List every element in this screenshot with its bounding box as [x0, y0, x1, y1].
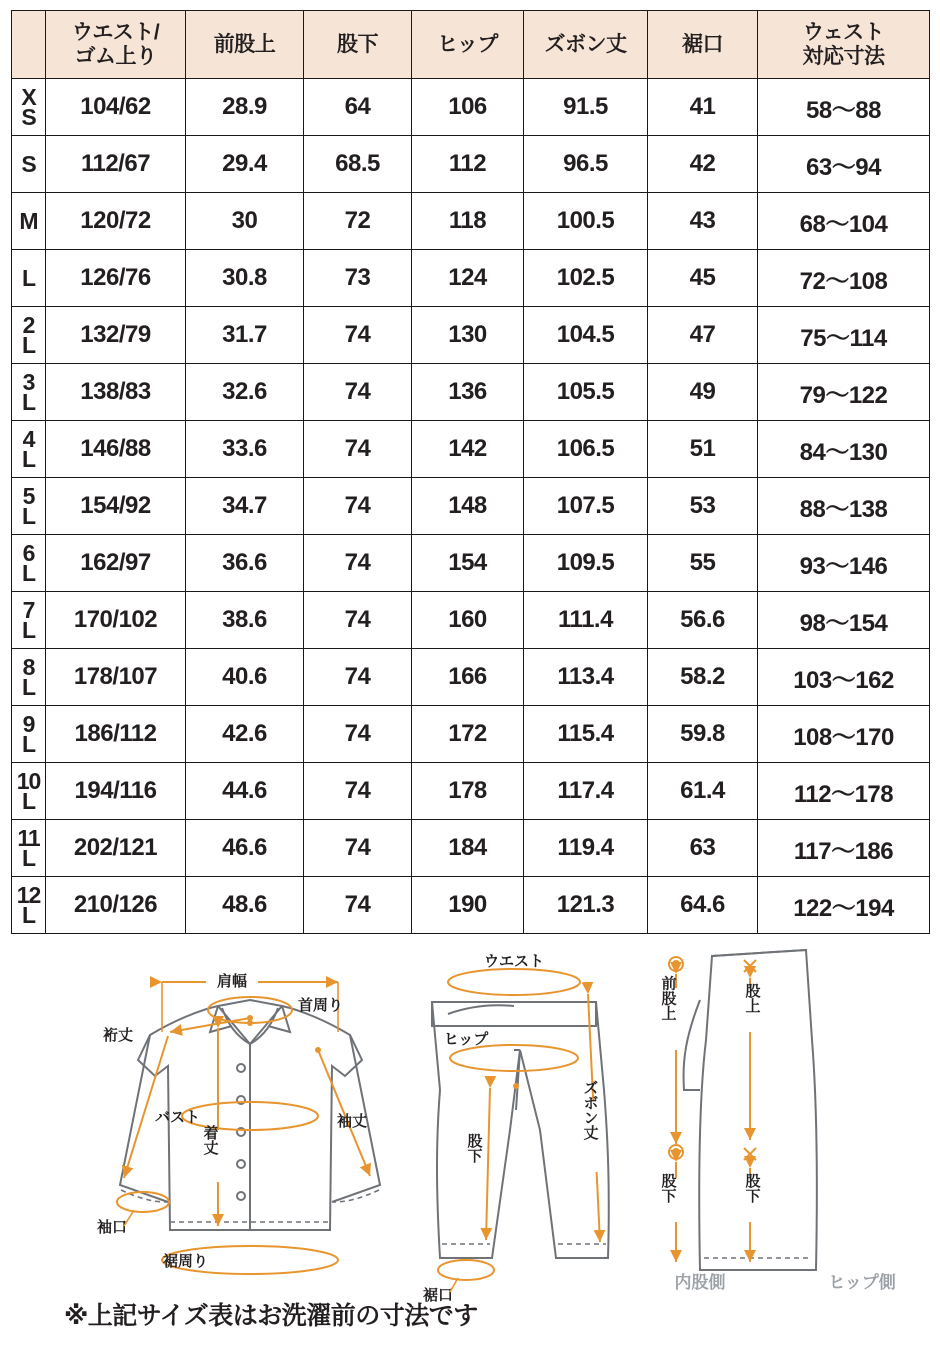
table-cell: 74	[304, 820, 412, 877]
table-cell: 41	[648, 79, 758, 136]
label-hem-opening: 裾口	[422, 1287, 454, 1304]
table-cell: 111.4	[524, 592, 648, 649]
table-cell: 106	[412, 79, 524, 136]
size-label-part: L	[21, 264, 36, 291]
table-cell: 63	[648, 820, 758, 877]
table-cell: 36.6	[186, 535, 304, 592]
table-cell: 202/121	[46, 820, 186, 877]
size-label-part: 4	[22, 425, 35, 452]
size-label-part: 8	[22, 653, 35, 680]
label-shoulder-width: 肩幅	[216, 973, 248, 990]
table-cell: 119.4	[524, 820, 648, 877]
table-cell: 160	[412, 592, 524, 649]
table-cell: 186/112	[46, 706, 186, 763]
size-label-part: 10	[16, 767, 41, 794]
pants-illustration	[422, 953, 609, 1304]
size-label-part: 9	[22, 710, 35, 737]
size-table	[11, 10, 930, 934]
table-cell: 74	[304, 706, 412, 763]
table-cell: 74	[304, 649, 412, 706]
size-label-cell	[12, 421, 46, 478]
label-sleeve-length: 袖丈	[336, 1113, 368, 1130]
label-inseam-right: 股下	[743, 1173, 761, 1203]
table-cell: 108〜170	[758, 706, 930, 763]
size-label-part: L	[21, 845, 36, 871]
table-cell: 117.4	[524, 763, 648, 820]
table-row	[12, 478, 930, 535]
size-label-cell	[12, 877, 46, 934]
table-cell: 53	[648, 478, 758, 535]
jacket-illustration	[97, 968, 380, 1274]
table-cell: 44.6	[186, 763, 304, 820]
table-cell: 105.5	[524, 364, 648, 421]
table-cell: 74	[304, 535, 412, 592]
table-cell: 74	[304, 877, 412, 934]
table-cell: 74	[304, 478, 412, 535]
size-label-cell	[12, 535, 46, 592]
table-cell: 190	[412, 877, 524, 934]
table-cell: 29.4	[186, 136, 304, 193]
size-label-part: S	[21, 150, 36, 177]
table-cell: 79〜122	[758, 364, 930, 421]
table-row	[12, 706, 930, 763]
table-row	[12, 307, 930, 364]
table-cell: 154/92	[46, 478, 186, 535]
table-cell: 33.6	[186, 421, 304, 478]
table-cell: 122〜194	[758, 877, 930, 934]
size-label-part: 2	[22, 311, 35, 338]
table-cell: 88〜138	[758, 478, 930, 535]
size-label-part: L	[21, 617, 36, 643]
table-cell: 103〜162	[758, 649, 930, 706]
size-label-part: 3	[22, 368, 35, 395]
size-label-part: L	[21, 731, 36, 757]
table-cell: 75〜114	[758, 307, 930, 364]
table-cell: 56.6	[648, 592, 758, 649]
table-cell: 100.5	[524, 193, 648, 250]
label-neck: 首周り	[298, 997, 344, 1014]
label-inseam: 股下	[465, 1133, 483, 1163]
table-cell: 72	[304, 193, 412, 250]
size-label-cell	[12, 649, 46, 706]
size-label-cell	[12, 820, 46, 877]
size-label-cell	[12, 478, 46, 535]
table-cell: 64	[304, 79, 412, 136]
table-cell: 126/76	[46, 250, 186, 307]
table-cell: 63〜94	[758, 136, 930, 193]
table-cell: 166	[412, 649, 524, 706]
size-label-part: S	[21, 104, 36, 130]
table-cell: 98〜154	[758, 592, 930, 649]
size-label-cell	[12, 763, 46, 820]
table-header-corner	[12, 11, 46, 79]
table-cell: 49	[648, 364, 758, 421]
table-cell: 112〜178	[758, 763, 930, 820]
label-cuff: 袖口	[96, 1219, 128, 1236]
table-cell: 178	[412, 763, 524, 820]
size-label-part: X	[21, 83, 36, 110]
table-header-hip: ヒップ	[412, 11, 524, 79]
size-label-part: L	[21, 674, 36, 700]
table-row	[12, 79, 930, 136]
label-front-rise: 前股上	[659, 975, 677, 1021]
table-cell: 55	[648, 535, 758, 592]
table-cell: 170/102	[46, 592, 186, 649]
table-cell: 73	[304, 250, 412, 307]
table-cell: 42	[648, 136, 758, 193]
size-label-cell	[12, 307, 46, 364]
size-label-cell	[12, 706, 46, 763]
size-label-cell	[12, 193, 46, 250]
table-row	[12, 877, 930, 934]
size-label-cell	[12, 592, 46, 649]
size-table-header	[12, 11, 930, 79]
table-cell: 28.9	[186, 79, 304, 136]
table-cell: 84〜130	[758, 421, 930, 478]
table-cell: 194/116	[46, 763, 186, 820]
table-cell: 107.5	[524, 478, 648, 535]
table-cell: 104/62	[46, 79, 186, 136]
size-table-body	[12, 79, 930, 934]
table-header-waist: ウエスト/ ゴム上り	[46, 11, 186, 79]
table-cell: 72〜108	[758, 250, 930, 307]
table-row	[12, 592, 930, 649]
table-cell: 74	[304, 307, 412, 364]
table-cell: 74	[304, 421, 412, 478]
table-cell: 130	[412, 307, 524, 364]
size-label-part: L	[21, 389, 36, 415]
table-row	[12, 820, 930, 877]
table-cell: 106.5	[524, 421, 648, 478]
table-cell: 120/72	[46, 193, 186, 250]
table-cell: 59.8	[648, 706, 758, 763]
table-cell: 91.5	[524, 79, 648, 136]
table-cell: 38.6	[186, 592, 304, 649]
size-label-part: L	[21, 332, 36, 358]
table-cell: 117〜186	[758, 820, 930, 877]
label-hem: 裾周り	[162, 1253, 208, 1270]
table-row	[12, 649, 930, 706]
table-cell: 136	[412, 364, 524, 421]
table-cell: 148	[412, 478, 524, 535]
table-row	[12, 535, 930, 592]
label-jacket-length: 着丈	[201, 1125, 219, 1155]
table-row	[12, 364, 930, 421]
size-label-cell	[12, 79, 46, 136]
label-pants-waist: ウエスト	[483, 953, 545, 970]
table-cell: 162/97	[46, 535, 186, 592]
table-header-inseam: 股下	[304, 11, 412, 79]
size-label-part: L	[21, 503, 36, 529]
table-cell: 34.7	[186, 478, 304, 535]
footnote: ※上記サイズ表はお洗濯前の寸法です	[64, 1302, 478, 1330]
label-pants-hip: ヒップ	[443, 1031, 489, 1048]
table-cell: 112/67	[46, 136, 186, 193]
table-cell: 30.8	[186, 250, 304, 307]
size-label-part: M	[19, 207, 38, 234]
table-cell: 61.4	[648, 763, 758, 820]
table-cell: 115.4	[524, 706, 648, 763]
table-cell: 47	[648, 307, 758, 364]
size-label-part: 7	[22, 596, 35, 623]
table-cell: 74	[304, 592, 412, 649]
size-label-part: 12	[16, 881, 41, 908]
table-row	[12, 193, 930, 250]
table-cell: 146/88	[46, 421, 186, 478]
size-chart-page	[0, 10, 940, 1370]
table-cell: 121.3	[524, 877, 648, 934]
table-cell: 58〜88	[758, 79, 930, 136]
table-row	[12, 763, 930, 820]
table-header-waist-fit: ウェスト 対応寸法	[758, 11, 930, 79]
table-header-pants-length: ズボン丈	[524, 11, 648, 79]
table-cell: 154	[412, 535, 524, 592]
table-cell: 68〜104	[758, 193, 930, 250]
table-cell: 124	[412, 250, 524, 307]
table-cell: 118	[412, 193, 524, 250]
table-cell: 104.5	[524, 307, 648, 364]
table-cell: 74	[304, 763, 412, 820]
label-rise: 股上	[743, 983, 761, 1013]
table-cell: 113.4	[524, 649, 648, 706]
size-label-cell	[12, 364, 46, 421]
table-row	[12, 136, 930, 193]
table-row	[12, 421, 930, 478]
size-label-part: L	[21, 560, 36, 586]
table-cell: 102.5	[524, 250, 648, 307]
table-cell: 30	[186, 193, 304, 250]
table-cell: 184	[412, 820, 524, 877]
label-inseam-left: 股下	[659, 1173, 677, 1203]
table-header-front-rise: 前股上	[186, 11, 304, 79]
table-cell: 45	[648, 250, 758, 307]
table-cell: 138/83	[46, 364, 186, 421]
table-row	[12, 250, 930, 307]
size-label-cell	[12, 250, 46, 307]
table-cell: 48.6	[186, 877, 304, 934]
size-label-part: 6	[22, 539, 35, 566]
label-inner-side: 内股側	[674, 1273, 726, 1292]
label-pants-length: ズボン丈	[581, 1080, 599, 1140]
table-header-hem-opening: 裾口	[648, 11, 758, 79]
table-cell: 74	[304, 364, 412, 421]
table-cell: 142	[412, 421, 524, 478]
table-cell: 46.6	[186, 820, 304, 877]
table-cell: 109.5	[524, 535, 648, 592]
table-cell: 178/107	[46, 649, 186, 706]
table-cell: 42.6	[186, 706, 304, 763]
size-label-cell	[12, 136, 46, 193]
table-cell: 32.6	[186, 364, 304, 421]
size-label-part: 5	[22, 482, 35, 509]
table-cell: 172	[412, 706, 524, 763]
table-cell: 112	[412, 136, 524, 193]
table-cell: 40.6	[186, 649, 304, 706]
measurement-illustrations	[0, 940, 940, 1340]
table-cell: 96.5	[524, 136, 648, 193]
rise-detail-illustration	[656, 950, 896, 1292]
label-bust: バスト	[154, 1109, 200, 1126]
size-label-part: L	[21, 788, 36, 814]
illustration-svg	[0, 940, 940, 1340]
size-label-part: L	[21, 902, 36, 928]
table-cell: 210/126	[46, 877, 186, 934]
size-label-part: L	[21, 446, 36, 472]
table-cell: 68.5	[304, 136, 412, 193]
table-cell: 93〜146	[758, 535, 930, 592]
table-cell: 43	[648, 193, 758, 250]
label-hip-side: ヒップ側	[828, 1273, 896, 1292]
table-cell: 31.7	[186, 307, 304, 364]
table-cell: 64.6	[648, 877, 758, 934]
table-cell: 51	[648, 421, 758, 478]
table-cell: 58.2	[648, 649, 758, 706]
table-header-row	[12, 11, 930, 79]
size-label-part: 11	[17, 824, 40, 851]
table-cell: 132/79	[46, 307, 186, 364]
label-yukitake: 裄丈	[102, 1027, 134, 1044]
